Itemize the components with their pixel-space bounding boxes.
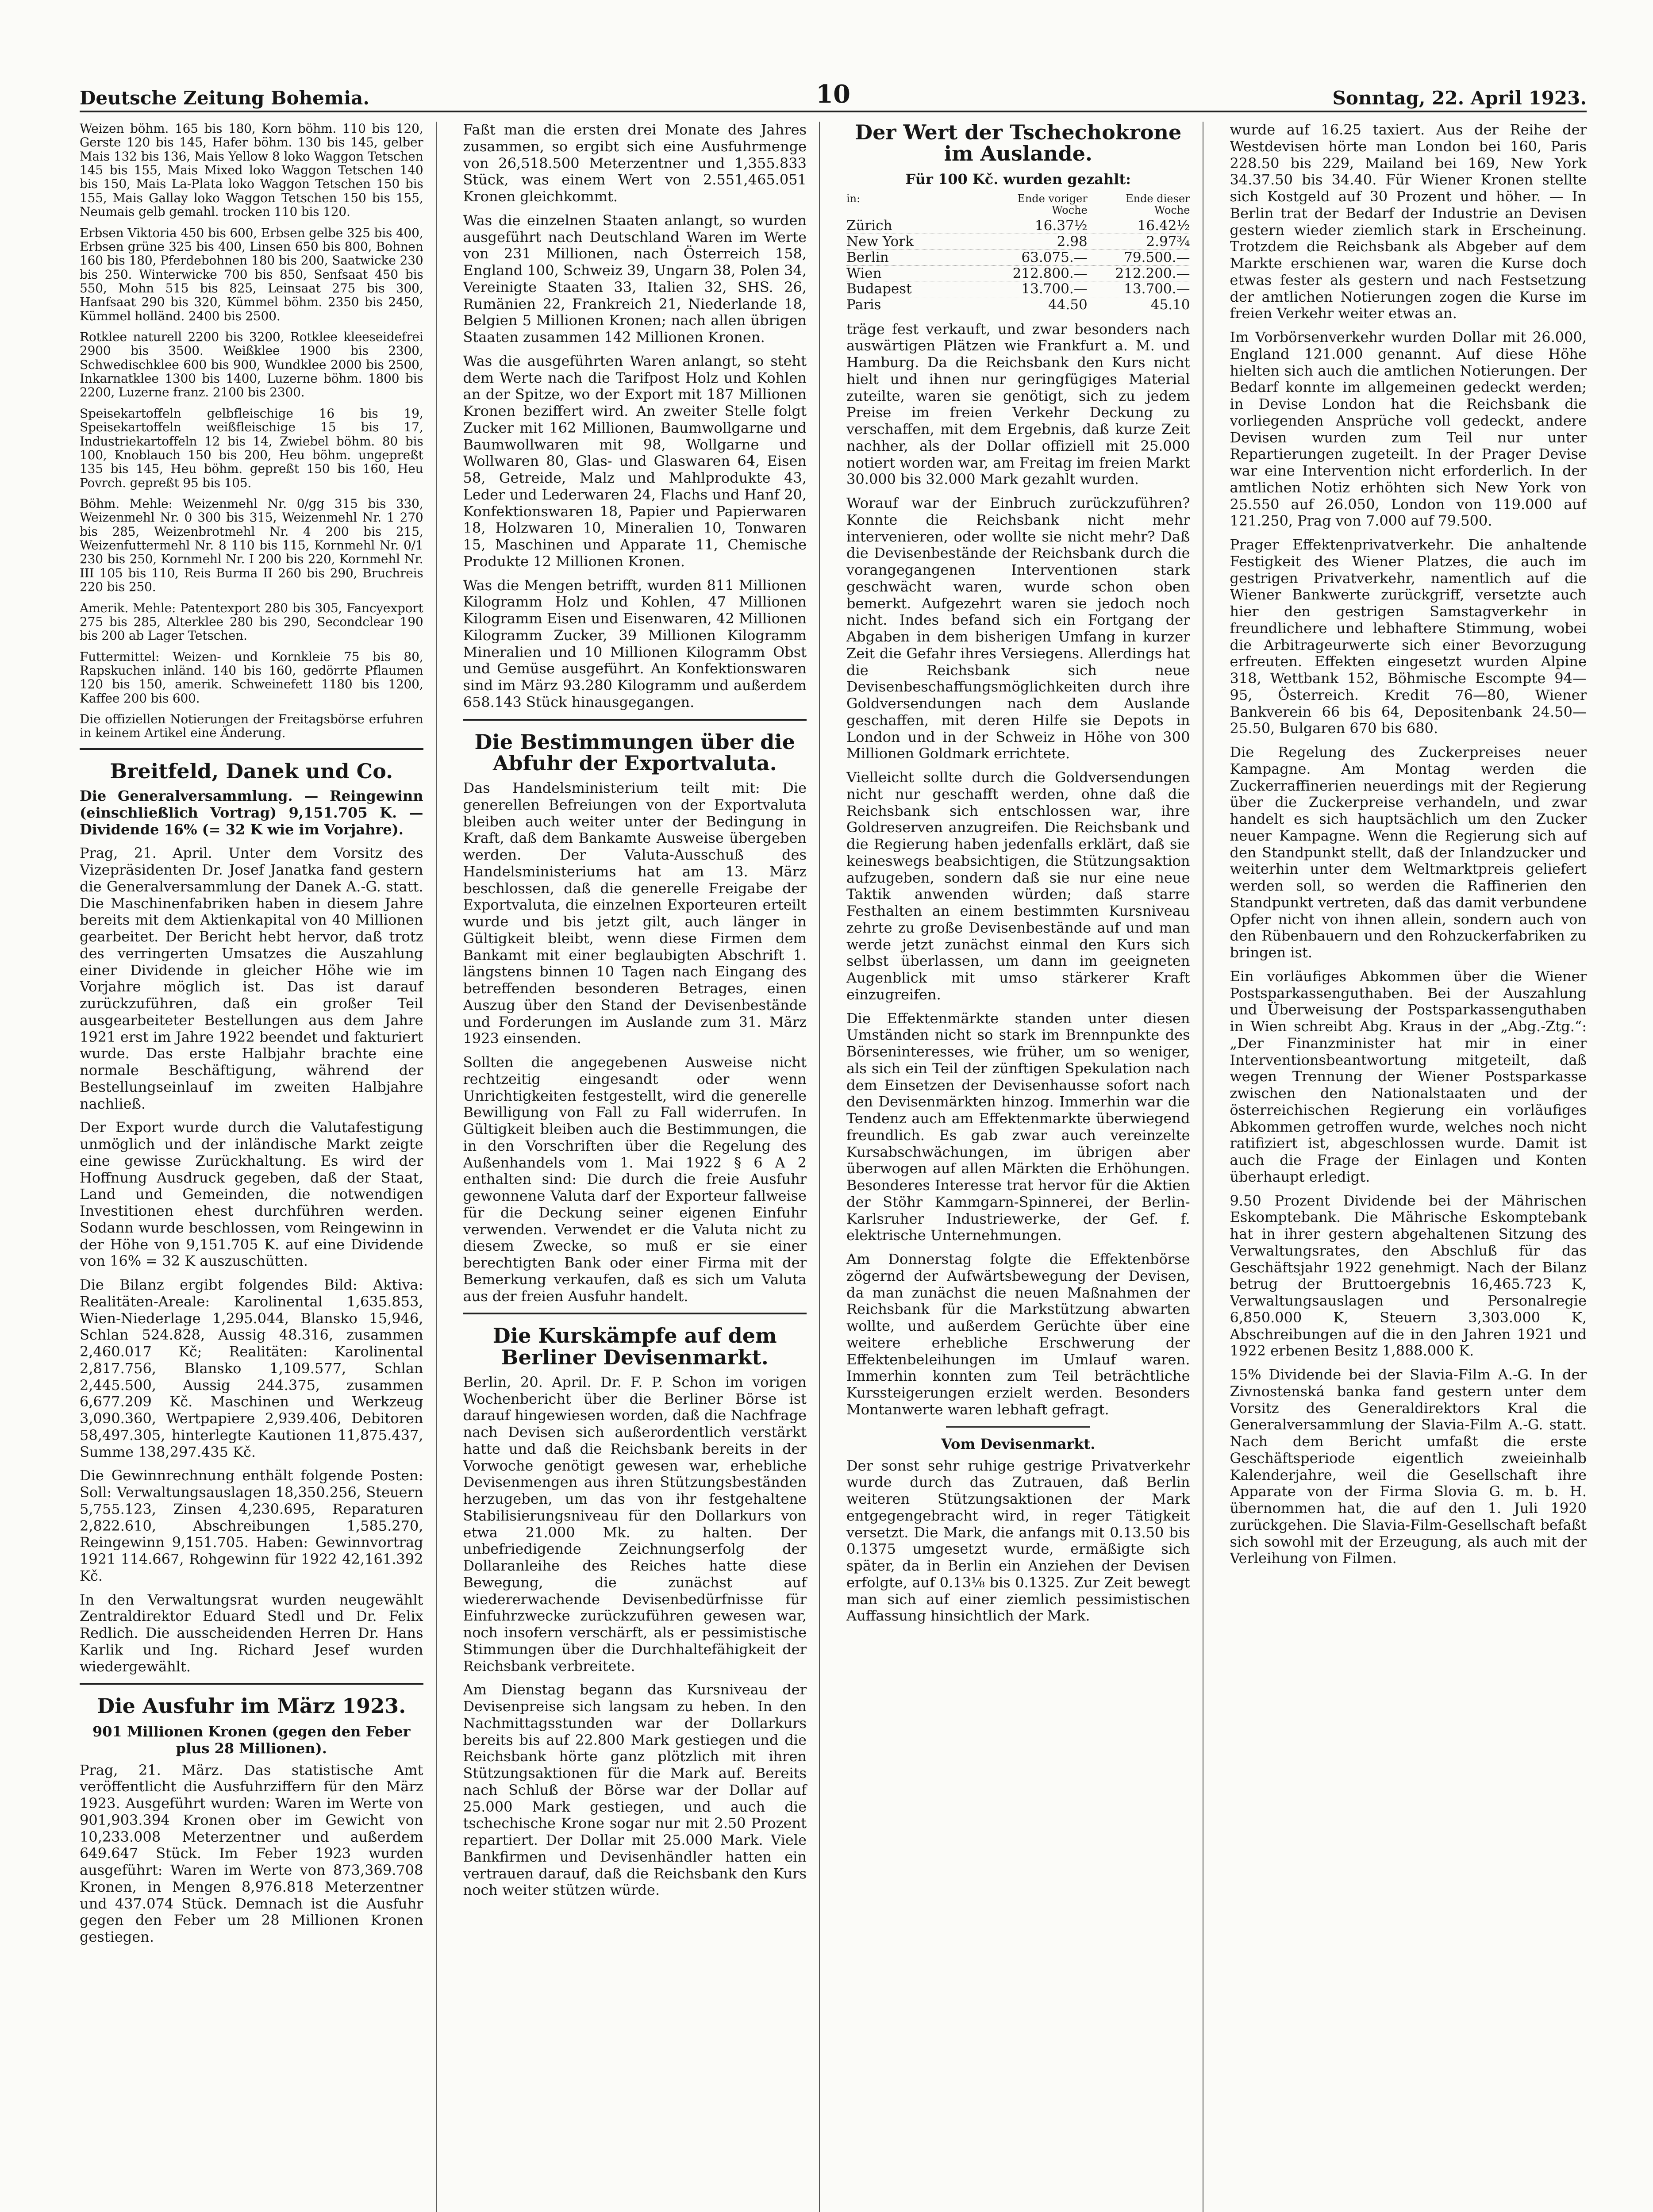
article-paragraph: Prag, 21. März. Das statistische Amt veröffentlicht die Ausfuhrziffern für den März 1923. Ausgeführt wurden: Waren im Werte von 901,903.394 Kronen ober im Gewicht von 10,233.008 Meterzentner und außerdem 649.647 Stück. Im Feber 1923 wurden ausgeführt: Waren im Werte von 873,369.708 Kronen, in Mengen 8,976.818 Meterzentner und 437.074 Stück. Demnach ist die Ausfuhr gegen den Feber um 28 Millionen Kronen gestiegen. xyxy=(80,1761,423,1946)
article-paragraph: Sollten die angegebenen Ausweise nicht rechtzeitig eingesandt oder wenn Unrichtigkeiten festgestellt, wird die generelle Bewilligung von Fall zu Fall widerrufen. In Gültigkeit bleiben auch die Bestimmungen, die in den Vorschriften über die Regelung des Außenhandels vom 1. Mai 1922 § 6 A 2 enthalten sind: Die durch die freie Ausfuhr gewonnene Valuta darf der Exporteur fallweise für die Deckung seiner eigenen Einfuhr verwenden. Verwendet er die Valuta nicht zu diesem Zwecke, so muß er sie einer berechtigten Bank oder einer Firma mit der Bemerkung verkaufen, daß es sich um Valuta aus der freien Ausfuhr handelt. xyxy=(463,1054,807,1305)
newspaper-title: Deutsche Zeitung Bohemia. xyxy=(80,87,369,109)
table-cell-current: 16.42½ xyxy=(1137,218,1190,234)
article-paragraph: Faßt man die ersten drei Monate des Jahres zusammen, so ergibt sich eine Ausfuhrmenge von 26,518.500 Meterzentner und 1,355.833 Stück, was einem Wert von 2.551,465.051 Kronen gleichkommt. xyxy=(463,122,807,205)
market-report-4: Speisekartoffeln gelbfleischige 16 bis 19, Speisekartoffeln weißfleischige 15 bis 17, Industriekartoffeln 12 bis 14, Zwiebel böhm. 80 bis 100, Knoblauch 150 bis 200, Heu böhm. ungepreßt 135 bis 145, Heu böhm. gepreßt 150 bis 160, Heu Povrch. gepreßt 95 bis 105. xyxy=(80,406,423,490)
table-header-city: in: xyxy=(846,192,861,205)
article-paragraph: Das Handelsministerium teilt mit: Die generellen Befreiungen von der Exportvaluta bleiben auch weiter unter der Bedingung in Kraft, daß dem Bankamte Ausweise übergeben werden. Der Valuta-Ausschuß des Handelsministeriums hat am 13. März beschlossen, daß die generelle Freigabe der Exportvaluta, die einzelnen Exporteuren erteilt wurde und bis jetzt gilt, auch länger in Gültigkeit bleibt, wenn diese Firmen dem Bankamt mit einer beglaubigten Abschrift 1. längstens binnen 10 Tagen nach Eingang des betreffenden besonderen Betrages, einen Auszug über den Stand der Devisenbestände und Forderungen im Auslande zum 31. März 1923 einsenden. xyxy=(463,780,807,1047)
article-paragraph: 15% Dividende bei der Slavia-Film A.-G. In der Zivnostenská banka fand gestern unter dem Vorsitz des Generaldirektors Kral die Generalversammlung der Slavia-Film A.-G. statt. Nach dem Bericht umfaßt die erste Geschäftsperiode eigentlich zweieinhalb Kalenderjahre, weil die Gesellschaft ihre Apparate von der Firma Slovia G. m. b. H. übernommen hat, die auf den 1. Juli 1920 zurückgehen. Die Slavia-Film-Gesellschaft befaßt sich sowohl mit der Erzeugung, als auch mit der Verleihung von Filmen. xyxy=(1230,1366,1587,1567)
table-cell-city: Budapest xyxy=(846,281,912,297)
article-paragraph: träge fest verkauft, und zwar besonders nach auswärtigen Plätzen wie Frankfurt a. M. und Hamburg. Da die Reichsbank den Kurs nicht hielt und ihnen nur geringfügiges Material zuteilte, waren sie genötigt, sich zu jedem Preise im freien Verkehr Deckung zu verschaffen, mit dem Ergebnis, daß kurze Zeit nachher, als der Dollar offiziell mit 25.000 notiert worden war, am Freitag im freien Markt 30.000 bis 32.000 Mark gezahlt wurden. xyxy=(846,320,1190,488)
table-row xyxy=(846,234,1190,250)
table-header-previous: Ende voriger Woche xyxy=(1017,192,1088,217)
market-report-5: Böhm. Mehle: Weizenmehl Nr. 0/gg 315 bis 330, Weizenmehl Nr. 0 300 bis 315, Weizenmehl Nr. 1 270 bis 285, Weizenbrotmehl Nr. 4 200 bis 215, Weizenfuttermehl Nr. 8 110 bis 115, Kornmehl Nr. 0/1 230 bis 250, Kornmehl Nr. I 200 bis 220, Kornmehl Nr. III 105 bis 110, Reis Burma II 260 bis 290, Bruchreis 220 bis 250. xyxy=(80,496,423,595)
column-3 xyxy=(846,122,1203,2212)
article-paragraph: In den Verwaltungsrat wurden neugewählt Zentraldirektor Eduard Stedl und Dr. Felix Redlich. Die ausscheidenden Herren Dr. Hans Karlik und Ing. Richard Jesef wurden wiedergewählt. xyxy=(80,1591,423,1675)
market-report-1: Weizen böhm. 165 bis 180, Korn böhm. 110 bis 120, Gerste 120 bis 145, Hafer böhm. 130 bis 145, gelber Mais 132 bis 136, Mais Yellow 8 loko Waggon Tetschen 145 bis 155, Mais Mixed loko Waggon Tetschen 140 bis 150, Mais La-Plata loko Waggon Tetschen 150 bis 155, Mais Gallay loko Waggon Tetschen 150 bis 155, Neumais gelb gemahl. trocken 110 bis 120. xyxy=(80,122,423,219)
article-paragraph: Ein vorläufiges Abkommen über die Wiener Postsparkassenguthaben. Bei der Auszahlung und Überweisung der Postsparkassenguthaben in Wien schreibt Abg. Kraus in der „Abg.-Ztg.“: „Der Finanzminister hat mir in einer Interventionsbeantwortung mitgeteilt, daß wegen Trennung der Wiener Postsparkasse zwischen den Nationalstaaten und der österreichischen Regierung ein vorläufiges Abkommen getroffen wurde, welches noch nicht ratifiziert ist, abgeschlossen wurde. Damit ist auch die Frage der Einlagen und Konten überhaupt erledigt. xyxy=(1230,968,1587,1185)
table-row xyxy=(846,297,1190,313)
section-divider xyxy=(80,1683,423,1685)
article-subheadline: 901 Millionen Kronen (gegen den Feber plus 28 Millionen). xyxy=(92,1723,411,1757)
table-cell-previous: 16.37½ xyxy=(1034,218,1088,234)
article-paragraph: Was die Mengen betrifft, wurden 811 Millionen Kilogramm Holz und Kohlen, 47 Millionen Kilogramm Eisen und Eisenwaren, 42 Millionen Kilogramm Zucker, 39 Millionen Kilogramm Mineralien und 10 Millionen Kilogramm Obst und Gemüse ausgeführt. An Konfektionswaren sind im März 93.280 Kilogramm und außerdem 658.143 Stück hinausgegangen. xyxy=(463,576,807,710)
table-row xyxy=(846,218,1190,234)
article-paragraph: Die Bilanz ergibt folgendes Bild: Aktiva: Realitäten-Areale: Karolinental 1,635.853, Wien-Niederlage 1,295.044, Blansko 15,946, Schlan 524.828, Aussig 48.316, zusammen 2,460.017 Kč; Realitäten: Karolinental 2,817.756, Blansko 1,109.577, Schlan 2,445.500, Aussig 244.375, zusammen 6,677.209 Kč. Maschinen und Werkzeug 3,090.360, Wertpapiere 2,939.406, Debitoren 58,497.305, hinterlegte Kautionen 11,875.437, Summe 138,297.435 Kč. xyxy=(80,1276,423,1460)
section-divider xyxy=(80,748,423,750)
table-cell-current: 13.700.— xyxy=(1124,281,1190,297)
table-cell-previous: 63.075.— xyxy=(1021,249,1088,265)
market-report-6: Amerik. Mehle: Patentexport 280 bis 305, Fancyexport 275 bis 285, Alterklee 280 bis 290, Secondclear 190 bis 200 ab Lager Tetschen. xyxy=(80,600,423,643)
table-caption: Für 100 Kč. wurden gezahlt: xyxy=(905,170,1131,188)
article-paragraph: Vielleicht sollte durch die Goldversendungen nicht nur geschafft werden, ohne daß die Reichsbank sich entschlossen war, ihre Goldreserven anzugreifen. Die Reichsbank und die Regierung haben jedenfalls erklärt, daß sie keineswegs beabsichtigen, die Stützungsaktion aufzugeben, sondern daß sie nur eine neue Taktik anwenden würden; daß starre Festhalten an einem bestimmten Kursniveau zehrte zu große Devisenbestände auf und man werde jetzt zunächst einmal den Kurs sich selbst überlassen, um dann im geeigneten Augenblick mit umso stärkerer Kraft einzugreifen. xyxy=(846,769,1190,1003)
table-cell-previous: 44.50 xyxy=(1048,296,1088,313)
issue-date: Sonntag, 22. April 1923. xyxy=(1332,87,1587,109)
article-paragraph: Die Gewinnrechnung enthält folgende Posten: Soll: Verwaltungsauslagen 18,350.256, Steuern 5,755.123, Zinsen 4,230.695, Reparaturen 2,822.610, Abschreibungen 1,585.270, Reingewinn 9,151.705. Haben: Gewinnvortrag 1921 114.667, Rohgewinn für 1922 42,161.392 Kč. xyxy=(80,1467,423,1584)
article-paragraph: wurde auf 16.25 taxiert. Aus der Reihe der Westdevisen hörte man London bei 160, Paris 228.50 bis 229, Mailand bei 169, New York 34.37.50 bis 34.40. Für Wiener Kronen stellte sich Kostgeld auf 30 Prozent und höher. — In Berlin trat der Bedarf der Industrie an Devisen gestern wieder ziemlich stark in Erscheinung. Trotzdem die Reichsbank als Abgeber auf dem Markte erschienen war, waren die Kurse doch etwas fester als gestern und nach Festsetzung der amtlichen Notierungen zogen die Kurse im freien Verkehr weiter etwas an. xyxy=(1230,122,1587,322)
table-cell-previous: 2.98 xyxy=(1057,234,1088,250)
article-headline: Die Ausfuhr im März 1923. xyxy=(97,1694,406,1718)
market-report-3: Rotklee naturell 2200 bis 3200, Rotklee kleeseidefrei 2900 bis 3500. Weißklee 1900 bis 2300, Schwedischklee 600 bis 900, Wundklee 2000 bis 2500, Inkarnatklee 1300 bis 1400, Luzerne böhm. 1800 bis 2200, Luzerne franz. 2100 bis 2300. xyxy=(80,330,423,400)
market-report-7: Futtermittel: Weizen- und Kornkleie 75 bis 80, Rapskuchen inländ. 140 bis 160, gedörrte Pflaumen 120 bis 150, amerik. Schweinefett 1180 bis 1200, Kaffee 200 bis 600. xyxy=(80,649,423,706)
article-headline: Die Bestimmungen über die Abfuhr der Exportvaluta. xyxy=(474,730,796,775)
table-cell-city: Wien xyxy=(846,265,882,281)
article-headline: Der Wert der Tschechokrone im Auslande. xyxy=(855,122,1182,166)
table-header-current: Ende dieser Woche xyxy=(1126,192,1190,217)
page-header xyxy=(80,80,1587,112)
article-paragraph: 9.50 Prozent Dividende bei der Mährischen Eskomptebank. Die Mährische Eskomptebank hat in ihrer gestern abgehaltenen Sitzung des Verwaltungsrates, den Abschluß für das Geschäftsjahr 1922 genehmigt. Nach der Bilanz betrug der Bruttoergebnis 16,465.723 K, Verwaltungsauslagen und Personalregie 6,850.000 K, Steuern 3,303.000 K, Abschreibungen auf die in den Jahren 1921 und 1922 erbenen Besitz 1,888.000 K. xyxy=(1230,1192,1587,1359)
article-paragraph: Prag, 21. April. Unter dem Vorsitz des Vizepräsidenten Dr. Josef Janatka fand gestern die Generalversammlung der Danek A.-G. statt. Die Maschinenfabriken haben in diesem Jahre bereits mit dem Aktienkapital von 40 Millionen gearbeitet. Der Bericht hebt hervor, daß trotz des verringerten Umsatzes die Auszahlung einer Dividende in gleicher Höhe wie im Vorjahre möglich ist. Das ist darauf zurückzuführen, daß ein großer Teil ausgearbeiteter Bestellungen aus dem Jahre 1921 erst im Jahre 1922 beendet und fakturiert wurde. Das erste Halbjahr brachte eine normale Beschäftigung, während der Bestellungseinlauf im zweiten Halbjahre nachließ. xyxy=(80,845,423,1112)
table-cell-city: New York xyxy=(846,234,914,250)
article-paragraph: Die Regelung des Zuckerpreises neuer Kampagne. Am Montag werden die Zuckerraffinerien neuerdings mit der Regierung über die Zuckerpreise verhandeln, und zwar handelt es sich hauptsächlich um den Zucker neuer Kampagne. Wenn die Regierung sich auf den Standpunkt stellt, daß der Inlandzucker und weiterhin unter dem Weltmarktpreis geliefert werden soll, so werden die Raffinerien den Standpunkt vertreten, daß das damit verbundene Opfer nicht von ihnen allein, sondern auch von den Rübenbauern und den Rohzuckerfabriken zu bringen ist. xyxy=(1230,744,1587,961)
page-number: 10 xyxy=(816,80,850,109)
table-cell-previous: 212.800.— xyxy=(1012,265,1088,281)
article-headline: Die Kurskämpfe auf dem Berliner Devisenmarkt. xyxy=(492,1324,777,1369)
table-row xyxy=(846,266,1190,282)
section-divider xyxy=(946,1426,1090,1428)
article-paragraph: Worauf war der Einbruch zurückzuführen? Konnte die Reichsbank nicht mehr intervenieren, oder wollte sie nicht mehr? Daß die Devisenbestände der Reichsbank durch die vorangegangenen Interventionen stark geschwächt waren, wurde schon oben bemerkt. Aufgezehrt waren sie jedoch noch nicht. Indes befand sich ein Fortgang der Abgaben in dem bisherigen Umfang in kurzer Zeit die Gefahr ihres Versiegens. Allerdings hat die Reichsbank sich neue Devisenbeschaffungsmöglichkeiten durch ihre Goldversendungen nach dem Auslande geschaffen, mit deren Hilfe sie Depots in London und in der Schweiz in Höhe von 300 Millionen Goldmark errichtete. xyxy=(846,495,1190,762)
article-paragraph: Am Dienstag begann das Kursniveau der Devisenpreise sich langsam zu heben. In den Nachmittagsstunden war der Dollarkurs bereits bis auf 22.800 Mark gestiegen und die Reichsbank hörte ganz plötzlich mit ihren Stützungsaktionen für die Mark auf. Bereits nach Schluß der Börse war der Dollar auf 25.000 Mark gestiegen, und auch die tschechische Krone sogar nur mit 2.50 Prozent repartiert. Der Dollar mit 25.000 Mark. Viele Bankfirmen und Devisenhändler hatten ein vertrauen darauf, daß die Reichsbank den Kurs noch weiter stützen würde. xyxy=(463,1681,807,1899)
section-divider xyxy=(463,1313,807,1314)
article-columns xyxy=(80,122,1587,2212)
table-cell-previous: 13.700.— xyxy=(1021,281,1088,297)
market-report-8: Die offiziellen Notierungen der Freitagsbörse erfuhren in keinem Artikel eine Änderung. xyxy=(80,712,423,741)
article-paragraph: Am Donnerstag folgte die Effektenbörse zögernd der Aufwärtsbewegung der Devisen, da man zunächst die neuen Maßnahmen der Reichsbank für die Markstützung abwarten wollte, und außerdem Gerüchte über eine weitere erhebliche Erschwerung der Effektenbeleihungen im Umlauf waren. Immerhin konnten zum Teil beträchtliche Kurssteigerungen erzielt werden. Besonders Montanwerte waren lebhaft gefragt. xyxy=(846,1251,1190,1418)
table-cell-current: 45.10 xyxy=(1150,296,1190,313)
article-subheadline: Vom Devisenmarkt. xyxy=(941,1435,1096,1452)
table-row xyxy=(846,250,1190,266)
table-row xyxy=(846,281,1190,297)
currency-table-header xyxy=(846,193,1190,217)
table-cell-city: Paris xyxy=(846,296,881,313)
table-cell-city: Berlin xyxy=(846,249,889,265)
article-paragraph: Berlin, 20. April. Dr. F. P. Schon im vorigen Wochenbericht über die Berliner Börse ist darauf hingewiesen worden, daß die Nachfrage nach Devisen sich außerordentlich verstärkt hatte und daß die Reichsbank bereits in der Vorwoche genötigt gewesen war, erhebliche Devisenmengen aus ihren Stützungsbeständen herzugeben, um das von ihr festgehaltene Stabilisierungsniveau für den Dollarkurs von etwa 21.000 Mk. zu halten. Der unbefriedigende Zeichnungserfolg der Dollaranleihe des Reiches hatte diese Bewegung, die zunächst auf wiedererwachende Devisenbedürfnisse für Einfuhrzwecke zurückzuführen gewesen war, noch insofern verschärft, als er pessimistische Stimmungen über die Durchhaltefähigkeit der Reichsbank verbreitete. xyxy=(463,1373,807,1674)
table-cell-current: 79.500.— xyxy=(1124,249,1190,265)
article-paragraph: Der sonst sehr ruhige gestrige Privatverkehr wurde durch das Zutrauen, daß Berlin weiteren Stützungsaktionen der Mark entgegengebracht wird, in reger Tätigkeit versetzt. Die Mark, die anfangs mit 0.13.50 bis 0.1375 umgesetzt wurde, ermäßigte sich später, da in Berlin ein Anziehen der Devisen erfolgte, auf 0.13⅛ bis 0.1325. Zur Zeit bewegt man sich auf einer ziemlich pessimistischen Auffassung hinsichtlich der Mark. xyxy=(846,1457,1190,1624)
article-paragraph: Was die einzelnen Staaten anlangt, so wurden ausgeführt nach Deutschland Waren im Werte von 231 Millionen, nach Österreich 158, England 100, Schweiz 39, Ungarn 38, Polen 34, Vereinigte Staaten 33, Italien 32, SHS. 26, Rumänien 22, Frankreich 21, Niederlande 18, Belgien 5 Millionen Kronen; nach allen übrigen Staaten zusammen 142 Millionen Kronen. xyxy=(463,211,807,346)
table-cell-current: 2.97¾ xyxy=(1146,234,1190,250)
table-cell-current: 212.200.— xyxy=(1115,265,1190,281)
column-2 xyxy=(463,122,820,2212)
column-1 xyxy=(80,122,437,2212)
currency-table xyxy=(846,193,1190,313)
table-cell-city: Zürich xyxy=(846,218,892,234)
column-4 xyxy=(1230,122,1587,2212)
article-paragraph: Der Export wurde durch die Valutafestigung unmöglich und der inländische Markt zeigte eine gewisse Zurückhaltung. Es wird der Hoffnung Ausdruck gegeben, daß der Staat, Land und Gemeinden, die notwendigen Investitionen ehest durchführen werden. Sodann wurde beschlossen, vom Reingewinn in der Höhe von 9,151.705 K. auf eine Dividende von 16% = 32 K auszuschütten. xyxy=(80,1119,423,1270)
market-report-2: Erbsen Viktoria 450 bis 600, Erbsen gelbe 325 bis 400, Erbsen grüne 325 bis 400, Linsen 650 bis 800, Bohnen 160 bis 180, Pferdebohnen 180 bis 200, Saatwicke 230 bis 250. Winterwicke 700 bis 850, Senfsaat 450 bis 550, Mohn 515 bis 825, Leinsaat 275 bis 300, Hanfsaat 290 bis 320, Kümmel böhm. 2350 bis 2450, Kümmel holländ. 2400 bis 2500. xyxy=(80,225,423,323)
article-paragraph: Was die ausgeführten Waren anlangt, so steht dem Werte nach die Tarifpost Holz und Kohlen an der Spitze, wo der Export mit 187 Millionen Kronen beziffert wird. An zweiter Stelle folgt Zucker mit 162 Millionen, Baumwollgarne und Baumwollwaren mit 98, Wollgarne und Wollwaren 80, Glas- und Glaswaren 64, Eisen 58, Getreide, Malz und Mahlprodukte 43, Leder und Lederwaren 24, Flachs und Hanf 20, Konfektionswaren 18, Papier und Papierwaren 18, Holzwaren 10, Mineralien 10, Tonwaren 15, Maschinen und Apparate 11, Chemische Produkte 12 Millionen Kronen. xyxy=(463,352,807,570)
article-paragraph: Die Effektenmärkte standen unter diesen Umständen nicht so stark im Brennpunkte des Börseninteresses, wie früher, um so weniger, als sich ein Teil der zünftigen Spekulation nach dem Einsetzen der Devisenhausse sofort nach den Devisenmärkten hinzog. Immerhin war die Tendenz auch am Effektenmarkte überwiegend freundlich. Es gab zwar auch vereinzelte Kursabschwächungen, im übrigen aber überwogen auf allen Märkten die Erhöhungen. Besonderes Interesse trat hervor für die Aktien der Stöhr Kammgarn-Spinnerei, der Berlin-Karlsruher Industriewerke, der Gef. f. elektrische Unternehmungen. xyxy=(846,1010,1190,1244)
article-headline: Breitfeld, Danek und Co. xyxy=(110,759,393,783)
article-paragraph: Prager Effektenprivatverkehr. Die anhaltende Festigkeit des Wiener Platzes, die auch im gestrigen Privatverkehr, namentlich auf die Wiener Bankwerte zurückgriff, versetzte auch hier den gestrigen Samstagverkehr in freundlichere und lebhaftere Stimmung, wobei die Arbitrageurwerte sich einer Bevorzugung erfreuten. Effekten eingesetzt wurden Alpine 318, Wettbank 152, Böhmische Escompte 94—95, Österreich. Kredit 76—80, Wiener Bankverein 66 bis 64, Depositenbank 24.50—25.50, Bulgaren 670 bis 680. xyxy=(1230,536,1587,737)
section-divider xyxy=(463,719,807,721)
article-summary: Die Generalversammlung. — Reingewinn (einschließlich Vortrag) 9,151.705 K. — Dividende 16% (= 32 K wie im Vorjahre). xyxy=(80,787,423,838)
article-paragraph: Im Vorbörsenverkehr wurden Dollar mit 26.000, England 121.000 genannt. Auf diese Höhe hielten sich auch die amtlichen Notierungen. Der Bedarf konnte im allgemeinen gedeckt werden; in Devise London hat die Reichsbank die vorliegenden Ansprüche voll gedeckt, andere Devisen wurden zum Teil nur unter Repartierungen zugeteilt. In der Prager Devise war eine Intervention nicht erforderlich. In der amtlichen Notiz erhöhten sich New York von 25.550 auf 26.050, London von 119.000 auf 121.250, Prag von 7.000 auf 79.500. xyxy=(1230,329,1587,530)
